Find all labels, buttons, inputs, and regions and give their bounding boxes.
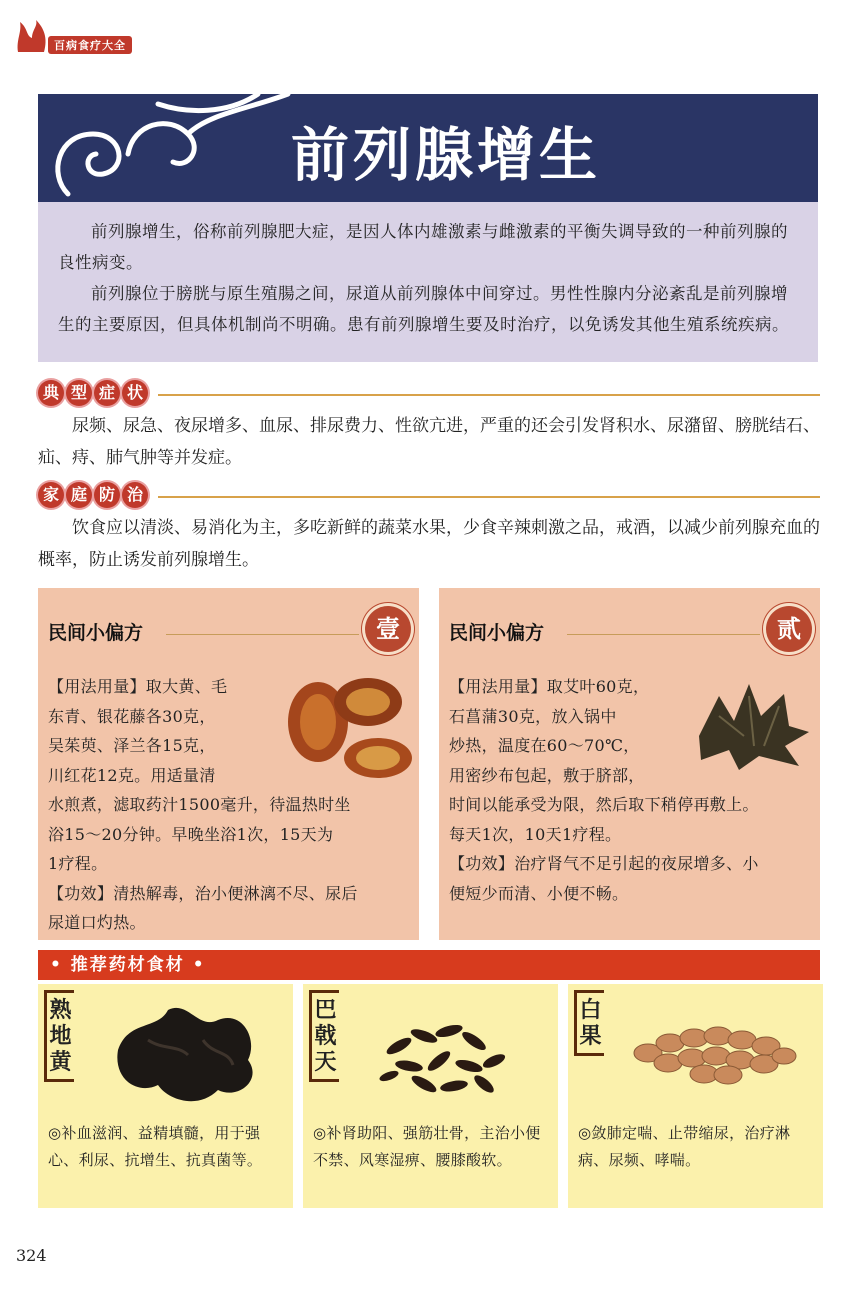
- intro-paragraph-1: 前列腺增生，俗称前列腺肥大症，是因人体内雄激素与雌激素的平衡失调导致的一种前列腺的良性病变。: [58, 222, 788, 272]
- herb-name-char: 熟: [49, 997, 72, 1023]
- recipe-line: 水煎煮，滤取药汁1500毫升，待温热时坐: [48, 795, 351, 814]
- page-number: 324: [16, 1246, 47, 1265]
- herb-name: [44, 990, 74, 1082]
- herb-card-2: [303, 984, 558, 1208]
- recipe-line: 浴15～20分钟。早晚坐浴1次，15天为: [48, 824, 334, 844]
- recipe-line: 便短少而清、小便不畅。: [449, 883, 629, 903]
- book-tag-label: 百病食疗大全: [48, 36, 132, 54]
- prevention-heading-char: 防: [94, 482, 120, 508]
- divider: [166, 634, 359, 635]
- recipe-line: 【用法用量】取大黄、毛: [48, 677, 228, 696]
- book-tag: [14, 18, 134, 54]
- symptoms-heading: [38, 380, 820, 410]
- recipe-seal: 贰: [766, 606, 812, 652]
- divider: [567, 634, 760, 635]
- herb-description: ◎敛肺定喘、止带缩尿，治疗淋病、尿频、哮喘。: [578, 1124, 791, 1169]
- herb-name: [309, 990, 339, 1082]
- page-title: 前列腺增生: [290, 121, 601, 189]
- recipe-line: 用密纱布包起，敷于脐部，: [449, 765, 645, 785]
- recipe-line: 吴茱萸、泽兰各15克，: [48, 736, 216, 755]
- herb-name-char: 地: [49, 1023, 72, 1049]
- herb-description: ◎补血滋润、益精填髓，用于强心、利尿、抗增生、抗真菌等。: [48, 1124, 263, 1169]
- title-band: [38, 94, 818, 202]
- morinda-root-icon: [369, 1006, 519, 1106]
- herb-name-char: 黄: [49, 1049, 72, 1075]
- recipe-line: 川红花12克。用适量清: [48, 765, 216, 785]
- recipe-line: 时间以能承受为限，然后取下稍停再敷上。: [449, 795, 759, 814]
- recipe-line: 【用法用量】取艾叶60克，: [449, 677, 650, 696]
- recipe-seal: 壹: [365, 606, 411, 652]
- prevention-heading-char: 家: [38, 482, 64, 508]
- herb-name-char: 巴: [314, 997, 337, 1023]
- recipe-line: 每天1次，10天1疗程。: [449, 824, 622, 844]
- herb-name-char: 天: [314, 1049, 337, 1075]
- recipe-line: 东青、银花藤各30克，: [48, 706, 216, 726]
- recipe-card-2: [439, 588, 820, 940]
- symptoms-heading-char: 症: [94, 380, 120, 406]
- prevention-heading-char: 治: [122, 482, 148, 508]
- divider: [158, 496, 820, 498]
- divider: [158, 394, 820, 396]
- prevention-heading-char: 庭: [66, 482, 92, 508]
- herb-description: ◎补肾助阳、强筋壮骨，主治小便不禁、风寒湿痹、腰膝酸软。: [313, 1124, 541, 1169]
- intro-box: [38, 202, 818, 362]
- prevention-heading: [38, 482, 820, 512]
- rehmannia-root-icon: [108, 1000, 268, 1112]
- symptoms-heading-char: 型: [66, 380, 92, 406]
- recipe-card-1: [38, 588, 419, 940]
- recommend-banner: • 推荐药材食材 •: [38, 950, 820, 980]
- prevention-text: 饮食应以清淡、易消化为主，多吃新鲜的蔬菜水果，少食辛辣刺激之品，戒酒，以减少前列腺充血的概率，防止诱发前列腺增生。: [38, 518, 820, 570]
- intro-paragraph-2: 前列腺位于膀胱与原生殖腸之间，尿道从前列腺体中间穿过。男性性腺内分泌紊乱是前列腺增生的主要原因，但具体机制尚不明确。患有前列腺增生要及时治疗，以免诱发其他生殖系统疾病。: [58, 284, 789, 334]
- symptoms-text: 尿频、尿急、夜尿增多、血尿、排尿费力、性欲亢进，严重的还会引发肾积水、尿潴留、膀胱结石、疝、痔、肺气肿等并发症。: [38, 416, 820, 468]
- herb-name: [574, 990, 604, 1056]
- herb-name-char: 果: [579, 1023, 602, 1049]
- recipe-line: 尿道口灼热。: [48, 913, 146, 932]
- recipe-line: 炒热，温度在60～70℃，: [449, 736, 640, 755]
- symptoms-heading-char: 典: [38, 380, 64, 406]
- recipe-heading: 民间小偏方: [449, 622, 545, 644]
- recipe-body: [449, 672, 814, 908]
- recipe-line: 【功效】清热解毒，治小便淋漓不尽、尿后: [48, 883, 358, 903]
- recipe-heading: 民间小偏方: [48, 622, 144, 644]
- ginkgo-nuts-icon: [628, 1018, 798, 1088]
- symptoms-heading-char: 状: [122, 380, 148, 406]
- recipe-line: 石菖蒲30克，放入锅中: [449, 706, 617, 726]
- herb-name-char: 戟: [314, 1023, 337, 1049]
- herb-name-char: 白: [579, 997, 602, 1023]
- recipe-line: 【功效】治疗肾气不足引起的夜尿增多、小: [449, 854, 759, 873]
- recipe-body: [48, 672, 413, 938]
- herb-card-1: [38, 984, 293, 1208]
- recipe-line: 1疗程。: [48, 854, 108, 873]
- herb-card-3: [568, 984, 823, 1208]
